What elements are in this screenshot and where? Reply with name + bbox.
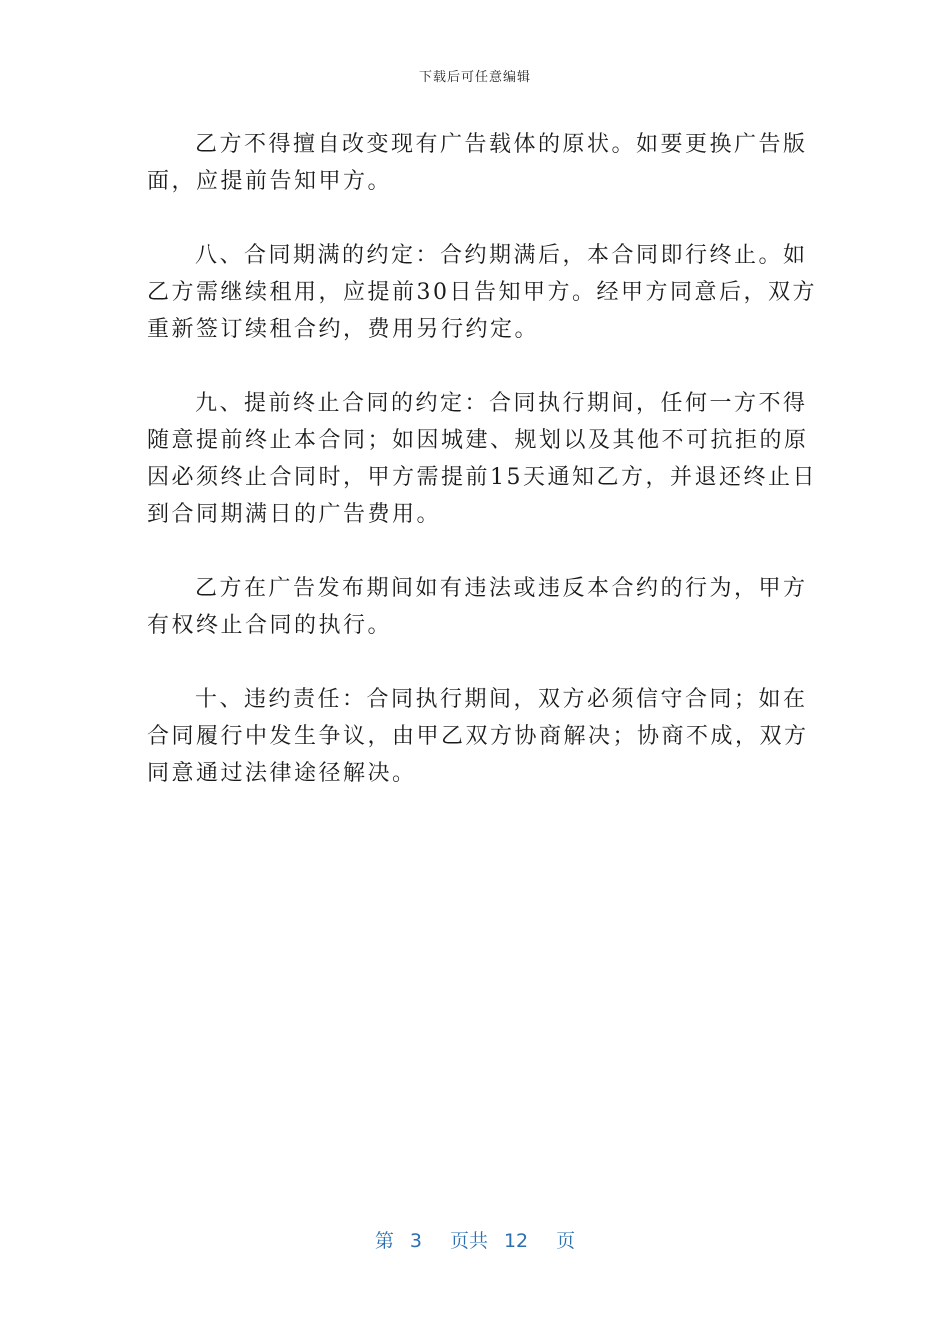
paragraph-gap xyxy=(147,348,807,385)
paragraph-line: 乙方需继续租用，应提前30日告知甲方。经甲方同意后，双方 xyxy=(147,280,817,305)
page-header: 下载后可任意编辑 xyxy=(418,70,531,85)
document-body xyxy=(147,126,817,792)
paragraph-line: 同意通过法律途径解决。 xyxy=(147,761,417,786)
page-suffix: 页 xyxy=(556,1230,576,1252)
paragraph-line: 有权终止合同的执行。 xyxy=(147,613,393,638)
paragraph-line: 八、合同期满的约定：合约期满后，本合同即行终止。如 xyxy=(195,243,808,268)
paragraph-line: 乙方不得擅自改变现有广告载体的原状。如要更换广告版 xyxy=(195,132,808,157)
paragraph-line: 合同履行中发生争议，由甲乙双方协商解决；协商不成，双方 xyxy=(147,724,809,749)
paragraph-line: 因必须终止合同时，甲方需提前15天通知乙方，并退还终止日 xyxy=(147,465,817,490)
paragraph-gap xyxy=(147,644,807,681)
paragraph-line: 随意提前终止本合同；如因城建、规划以及其他不可抗拒的原 xyxy=(147,428,809,453)
page-footer xyxy=(0,1226,950,1253)
page-mid: 页共 xyxy=(449,1230,488,1252)
paragraph-line: 九、提前终止合同的约定：合同执行期间，任何一方不得 xyxy=(195,391,808,416)
paragraph-line: 到合同期满日的广告费用。 xyxy=(147,502,442,527)
current-page-number: 3 xyxy=(409,1230,422,1252)
paragraph-gap xyxy=(147,533,807,570)
total-pages-number: 12 xyxy=(503,1230,529,1252)
paragraph-line: 乙方在广告发布期间如有违法或违反本合约的行为，甲方 xyxy=(195,576,808,601)
paragraph-gap xyxy=(147,200,807,237)
paragraph-line: 重新签订续租合约，费用另行约定。 xyxy=(147,317,540,342)
page-prefix: 第 xyxy=(374,1230,394,1252)
paragraph-line: 面，应提前告知甲方。 xyxy=(147,169,393,194)
paragraph-line: 十、违约责任：合同执行期间，双方必须信守合同；如在 xyxy=(195,687,808,712)
